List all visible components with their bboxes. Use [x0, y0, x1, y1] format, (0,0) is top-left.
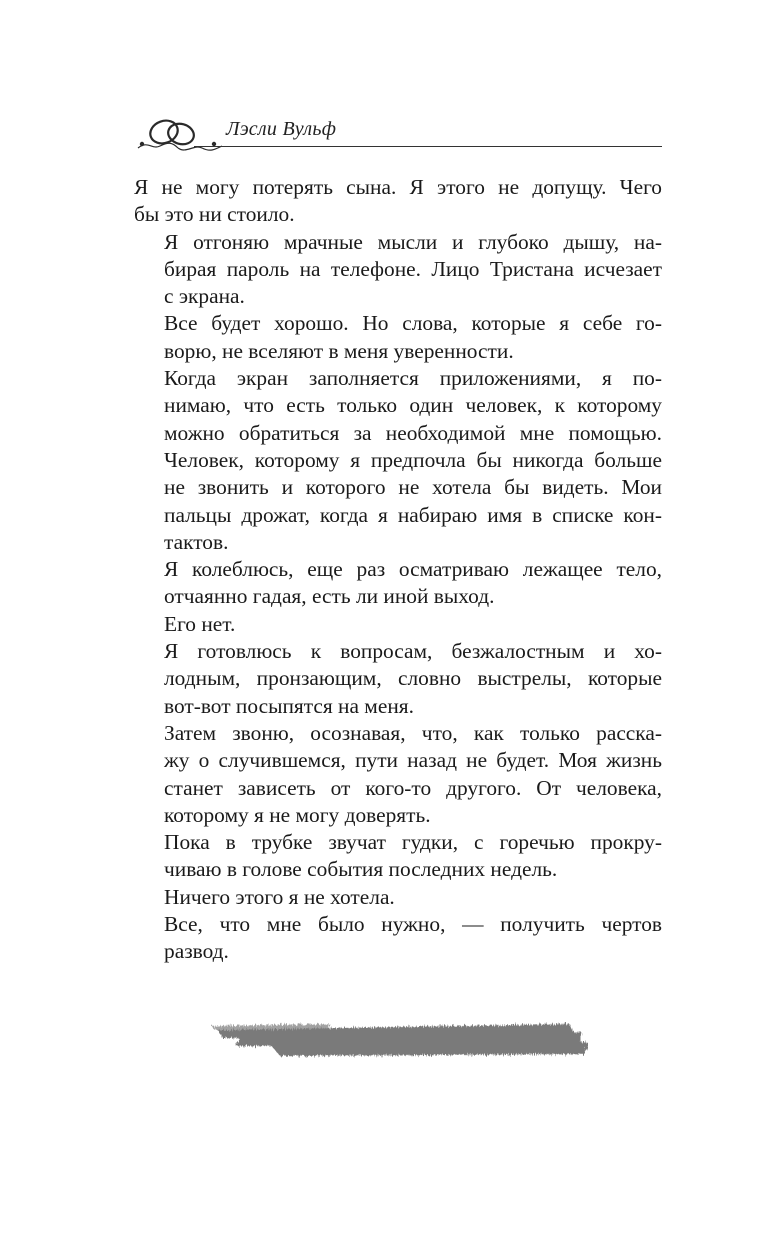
text-line: ворю, не вселяют в меня уверенности.	[164, 338, 514, 363]
paragraph	[134, 174, 662, 229]
text-line: с экрана.	[164, 284, 245, 309]
text-line: Его нет.	[164, 611, 236, 636]
text-line: Все, что мне было нужно, — получить чертов	[164, 912, 662, 937]
text-line: нимаю, что есть только один человек, к которому	[164, 393, 662, 418]
body-text	[134, 174, 662, 966]
text-line: станет зависеть от кого-то другого. От человека,	[164, 775, 662, 800]
paragraph	[134, 720, 662, 829]
text-line: которому я не могу доверять.	[164, 802, 431, 827]
text-line: Я готовлюсь к вопросам, безжалостным и хо-	[164, 639, 662, 664]
paragraph	[134, 611, 662, 638]
text-line: Когда экран заполняется приложениями, я по-	[164, 366, 662, 391]
text-line: Человек, которому я предпочла бы никогда больше	[164, 447, 662, 472]
text-line: можно обратиться за необходимой мне помощью.	[164, 420, 662, 445]
text-line: пальцы дрожат, когда я набираю имя в списке кон-	[164, 502, 662, 527]
text-line: вот-вот посыпятся на меня.	[164, 693, 414, 718]
text-line: развод.	[164, 939, 229, 964]
text-line: отчаянно гадая, есть ли иной выход.	[164, 584, 495, 609]
text-line: не звонить и которого не хотела бы видеть. Мои	[164, 475, 662, 500]
paragraph	[134, 310, 662, 365]
paragraph	[134, 638, 662, 720]
text-line: Все будет хорошо. Но слова, которые я себе го-	[164, 311, 662, 336]
paragraph	[134, 229, 662, 311]
brush-stroke-divider	[210, 1016, 590, 1064]
header-rule	[194, 146, 662, 147]
text-line: Пока в трубке звучат гудки, с горечью прокру-	[164, 830, 662, 855]
text-line: Ничего этого я не хотела.	[164, 884, 395, 909]
text-line: тактов.	[164, 529, 229, 554]
text-line: чиваю в голове события последних недель.	[164, 857, 558, 882]
text-line: Я не могу потерять сына. Я этого не допущу. Чего	[134, 175, 662, 199]
text-line: Я колеблюсь, еще раз осматриваю лежащее тело,	[164, 557, 662, 582]
text-line: лодным, пронзающим, словно выстрелы, которые	[164, 666, 662, 691]
paragraph	[134, 911, 662, 966]
paragraph	[134, 365, 662, 556]
author-name: Лэсли Вульф	[226, 118, 337, 140]
paragraph	[134, 829, 662, 884]
text-line: бирая пароль на телефоне. Лицо Тристана исчезает	[164, 256, 662, 281]
paragraph	[134, 556, 662, 611]
paragraph	[134, 884, 662, 911]
wedding-rings-icon	[134, 110, 226, 154]
text-line: бы это ни стоило.	[134, 202, 295, 227]
text-line: жу о случившемся, пути назад не будет. Моя жизнь	[164, 748, 662, 773]
text-line: Я отгоняю мрачные мысли и глубоко дышу, на-	[164, 229, 662, 254]
text-line: Затем звоню, осознавая, что, как только расска-	[164, 720, 662, 745]
running-header	[134, 104, 662, 154]
